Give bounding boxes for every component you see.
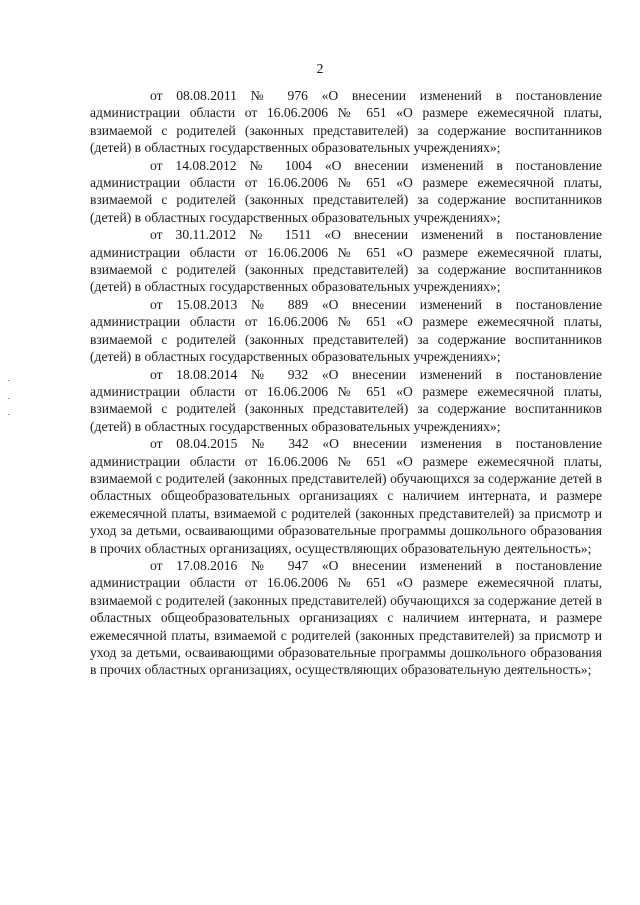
- scan-mark: [8, 398, 10, 399]
- amendment-paragraph: от 30.11.2012 № 1511 «О внесении изменений в постановление администрации области от 16.06.2006 № 651 «О размере ежемесячной платы, взимаемой с родителей (законных представителей) за содержание воспитанников (детей) в областных государственных образовательных учреждениях»;: [90, 227, 602, 295]
- amendment-paragraph: от 08.08.2011 № 976 «О внесении изменений в постановление администрации области от 16.06.2006 № 651 «О размере ежемесячной платы, взимаемой с родителей (законных представителей) за содержание воспитанников (детей) в областных государственных образовательных учреждениях»;: [90, 88, 602, 156]
- amendment-paragraph: от 15.08.2013 № 889 «О внесении изменений в постановление администрации области от 16.06.2006 № 651 «О размере ежемесячной платы, взимаемой с родителей (законных представителей) за содержание воспитанников (детей) в областных государственных образовательных учреждениях»;: [90, 296, 602, 365]
- amendment-paragraph: от 14.08.2012 № 1004 «О внесении изменений в постановление администрации области от 16.06.2006 № 651 «О размере ежемесячной платы, взимаемой с родителей (законных представителей) за содержание воспитанников (детей) в областных государственных образовательных учреждениях»;: [90, 157, 602, 225]
- document-body: [90, 87, 602, 679]
- page-number: 2: [316, 62, 324, 77]
- amendment-paragraph: от 08.04.2015 № 342 «О внесении изменения в постановление администрации области от 16.06.2006 № 651 «О размере ежемесячной платы, взимаемой с родителей (законных представителей) обучающихся за содержание детей в областных общеобразовательных организациях с наличием интерната, и размере ежемесячной платы, взимаемой с родителей (законных представителей) за присмотр и уход за детьми, осваивающими образовательные программы дошкольного образования в прочих областных организациях, осуществляющих образовательную деятельность»;: [90, 436, 602, 556]
- amendment-paragraph: от 17.08.2016 № 947 «О внесении изменений в постановление администрации области от 16.06.2006 № 651 «О размере ежемесячной платы, взимаемой с родителей (законных представителей) обучающихся за содержание детей в областных общеобразовательных организациях с наличием интерната, и размере ежемесячной платы, взимаемой с родителей (законных представителей) за присмотр и уход за детьми, осваивающими образовательные программы дошкольного образования в прочих областных организациях, осуществляющих образовательную деятельность»;: [90, 557, 602, 678]
- amendment-paragraph: от 18.08.2014 № 932 «О внесении изменений в постановление администрации области от 16.06.2006 № 651 «О размере ежемесячной платы, взимаемой с родителей (законных представителей) за содержание воспитанников (детей) в областных государственных образовательных учреждениях»;: [90, 366, 602, 434]
- scan-mark: [8, 414, 10, 415]
- scan-mark: [8, 380, 10, 381]
